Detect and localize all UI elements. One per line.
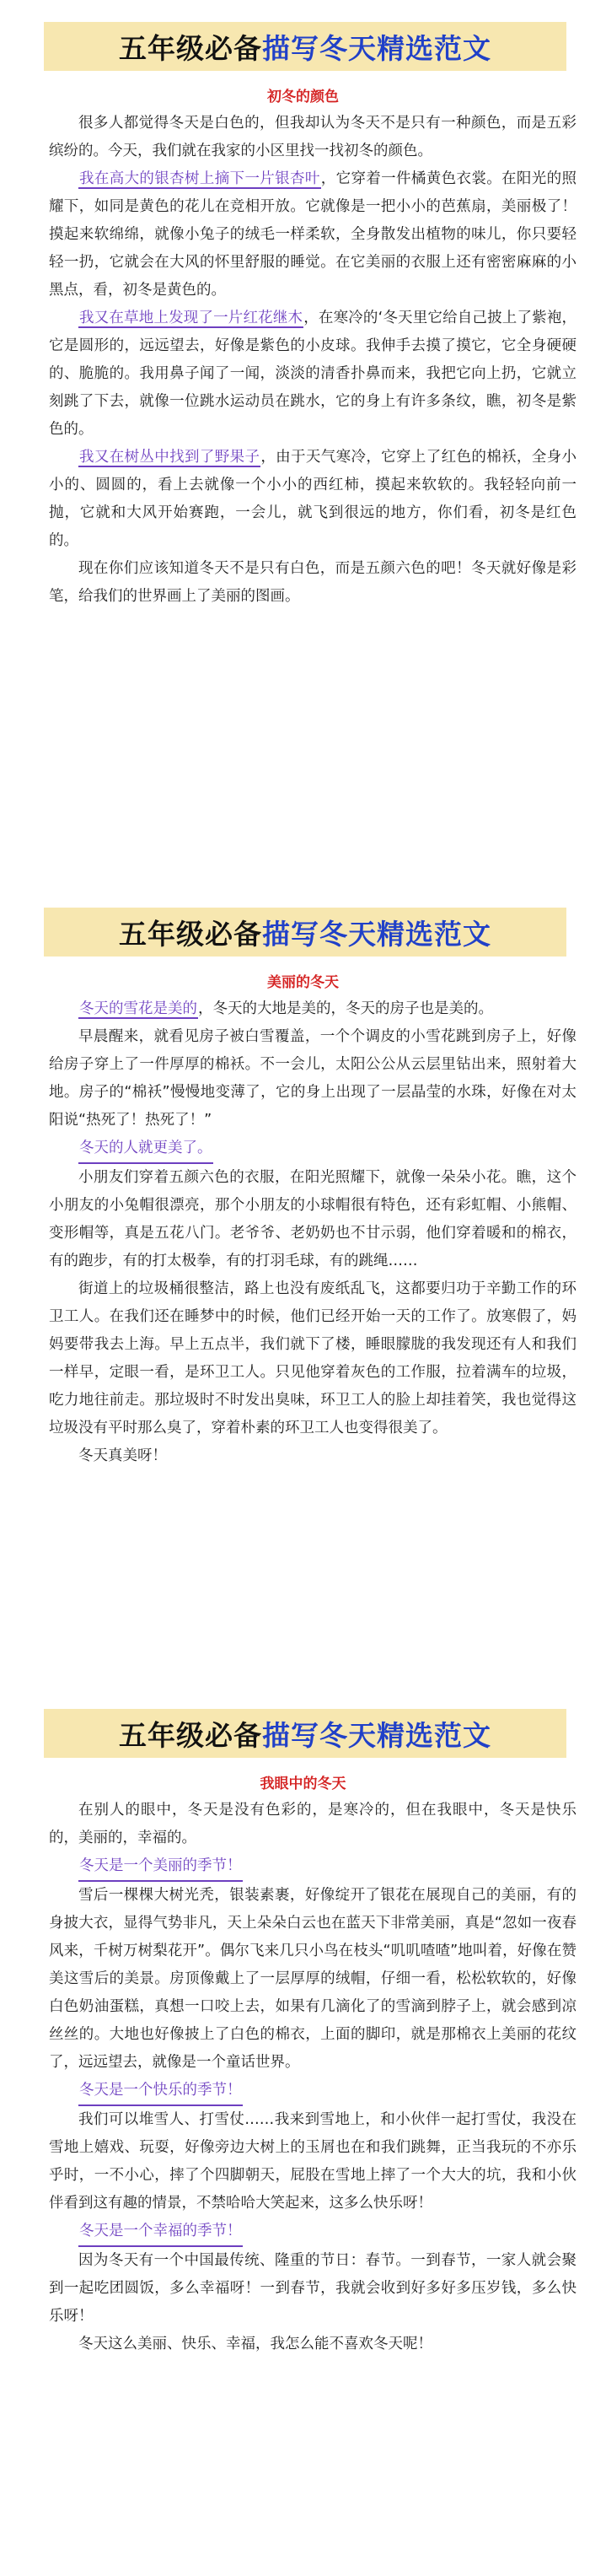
section-banner [44,908,566,957]
paragraph: 因为冬天有一个中国最传统、隆重的节日：春节。一到春节，一家人就会聚到一起吃团圆饭，多么幸福呀！一到春节，我就会收到好多好多压岁钱，多么快乐呀！ [49,2252,577,2325]
paragraph: 小朋友们穿着五颜六色的衣服，在阳光照耀下，就像一朵朵小花。瞧，这个小朋友的小兔帽很漂亮，那个小朋友的小球帽很有特色，还有彩虹帽、小熊帽、变形帽等，真是五花八门。老爷爷、老奶奶也不甘示弱，他们穿着暖和的棉衣，有的跑步，有的打太极拳，有的打羽毛球，有的跳绳…… [49,1169,577,1269]
banner-highlight: 描写冬天精选范文 [262,917,491,951]
paragraph: 很多人都觉得冬天是白色的，但我却认为冬天不是只有一种颜色，而是五彩缤纷的。今天，我们就在我家的小区里找一找初冬的颜色。 [49,115,577,159]
essay-body [49,995,577,1470]
essay-body [49,110,577,611]
highlighted-phrase: 我在高大的银杏树上摘下一片银杏叶 [79,170,320,187]
highlighted-heading: 冬天是一个美丽的季节！ [78,1852,243,1882]
essay-title: 我眼中的冬天 [260,1776,346,1792]
paragraph [49,995,577,1023]
essay-title: 初冬的颜色 [267,89,339,105]
essay-title: 美丽的冬天 [267,974,339,991]
banner-prefix: 五年级必备 [119,917,262,951]
section-banner [44,1709,566,1758]
highlighted-heading: 冬天是一个幸福的季节！ [78,2218,243,2247]
paragraph-text: ，冬天的大地是美的，冬天的房子也是美的。 [198,1000,493,1017]
paragraph [49,2218,577,2247]
paragraph: 早晨醒来，就看见房子被白雪覆盖，一个个调皮的小雪花跳到房子上，好像给房子穿上了一件厚厚的棉袄。不一会儿，太阳公公从云层里钻出来，照射着大地。房子的“棉袄”慢慢地变薄了，它的身上出现了一层晶莹的水珠，好像在对太阳说“热死了！热死了！” [49,1028,577,1129]
highlighted-heading: 冬天的人就更美了。 [78,1134,213,1164]
paragraph-text: ，在寒冷的‘冬天里它给自己披上了紫袍，它是圆形的，远远望去，好像是紫色的小皮球。我伸手去摸了摸它，它全身硬硬的、脆脆的。我用鼻子闻了一闻，淡淡的清香扑鼻而来，我把它向上扔，它就立刻跳了下去，就像一位跳水运动员在跳水，它的身上有许多条纹，瞧，初冬是紫色的。 [49,310,577,438]
paragraph: 冬天这么美丽、快乐、幸福，我怎么能不喜欢冬天呢！ [78,2336,432,2352]
banner-highlight: 描写冬天精选范文 [262,1718,491,1752]
banner-prefix: 五年级必备 [119,31,262,65]
paragraph [49,165,577,304]
banner-prefix: 五年级必备 [119,1718,262,1752]
essay-body [49,1797,577,2358]
highlighted-phrase: 冬天的雪花是美的 [79,1000,197,1017]
paragraph [49,444,577,555]
paragraph: 我们可以堆雪人、打雪仗……我来到雪地上，和小伙伴一起打雪仗，我没在雪地上嬉戏、玩耍，好像旁边大树上的玉屑也在和我们跳舞，正当我玩的不亦乐乎时，一不小心，摔了个四脚朝天，屁股在雪地上摔了一个大大的坑，我和小伙伴看到这有趣的情景，不禁哈哈大笑起来，这多么快乐呀！ [49,2111,577,2212]
paragraph: 街道上的垃圾桶很整洁，路上也没有废纸乱飞，这都要归功于辛勤工作的环卫工人。在我们还在睡梦中的时候，他们已经开始一天的工作了。放寒假了，妈妈要带我去上海。早上五点半，我们就下了楼，睡眼朦胧的我发现还有人和我们一样早，定眼一看，是环卫工人。只见他穿着灰色的工作服，拉着满车的垃圾，吃力地往前走。那垃圾时不时发出臭味，环卫工人的脸上却挂着笑，我也觉得这垃圾没有平时那么臭了，穿着朴素的环卫工人也变得很美了。 [49,1280,577,1436]
paragraph: 雪后一棵棵大树光秃，银装素裹，好像绽开了银花在展现自己的美丽，有的身披大衣，显得气势非凡，天上朵朵白云也在蓝天下非常美丽，真是“忽如一夜春风来，千树万树梨花开”。偶尔飞来几只小鸟在枝头“叽叽喳喳”地叫着，好像在赞美这雪后的美景。房顶像戴上了一层厚厚的绒帽，仔细一看，松松软软的，好像白色奶油蛋糕，真想一口咬上去，如果有几滴化了的雪滴到脖子上，就会感到凉丝丝的。大地也好像披上了白色的棉衣，上面的脚印，就是那棉衣上美丽的花纹了，远远望去，就像是一个童话世界。 [49,1887,577,2071]
paragraph-text: ，由于天气寒冷，它穿上了红色的棉袄，全身小小的、圆圆的，看上去就像一个小小的西红柿，摸起来软软的。我轻轻向前一抛，它就和大风开始赛跑，一会儿，就飞到很远的地方，你们看，初冬是红色的。 [49,449,577,549]
paragraph [49,1852,577,1882]
paragraph-text: ，它穿着一件橘黄色衣裳。在阳光的照耀下，如同是黄色的花儿在竞相开放。它就像是一把小小的芭蕉扇，美丽极了！摸起来软绵绵，就像小兔子的绒毛一样柔软，全身散发出植物的味儿，你只要轻轻一扔，它就会在大风的怀里舒服的睡觉。在它美丽的衣服上还有密密麻麻的小黑点，看，初冬是黄色的。 [49,170,577,299]
highlighted-phrase: 我又在草地上发现了一片红花继木 [79,310,303,326]
paragraph [49,2077,577,2106]
paragraph [49,304,577,444]
paragraph: 冬天真美呀！ [78,1447,167,1464]
paragraph [49,1134,577,1164]
section-banner [44,22,566,71]
highlighted-heading: 冬天是一个快乐的季节！ [78,2077,243,2106]
banner-highlight: 描写冬天精选范文 [262,31,491,65]
highlighted-phrase: 我又在树丛中找到了野果子 [79,449,260,466]
paragraph: 在别人的眼中，冬天是没有色彩的，是寒冷的，但在我眼中，冬天是快乐的，美丽的，幸福的。 [49,1802,577,1846]
paragraph: 现在你们应该知道冬天不是只有白色，而是五颜六色的吧！冬天就好像是彩笔，给我们的世界画上了美丽的图画。 [49,560,577,605]
